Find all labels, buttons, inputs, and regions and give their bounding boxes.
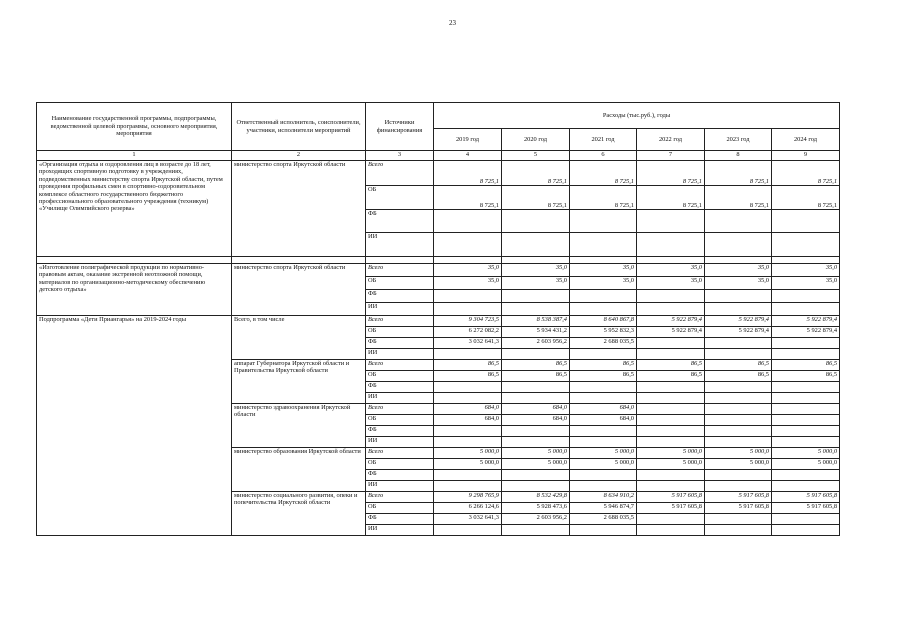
value-cell: 86,5 xyxy=(434,360,502,371)
value-cell xyxy=(434,426,502,437)
value-cell: 5 952 832,3 xyxy=(570,327,637,338)
value-cell: 8 725,1 xyxy=(434,161,502,186)
value-cell: 5 922 879,4 xyxy=(705,316,772,327)
column-number: 1 xyxy=(37,151,232,161)
value-cell: 86,5 xyxy=(570,360,637,371)
source-fb: ФБ xyxy=(366,382,434,393)
header-name: Наименование государственной программы, подпрограммы, ведомственной целевой программы, основного мероприятия, мероприятия xyxy=(37,103,232,151)
value-cell xyxy=(570,382,637,393)
value-cell xyxy=(434,437,502,448)
value-cell xyxy=(705,426,772,437)
value-cell xyxy=(772,382,840,393)
value-cell xyxy=(570,437,637,448)
value-cell: 5 000,0 xyxy=(705,448,772,459)
source-total: Всего xyxy=(366,161,434,186)
value-cell: 6 272 082,2 xyxy=(434,327,502,338)
value-cell xyxy=(434,303,502,316)
value-cell: 5 917 605,8 xyxy=(772,492,840,503)
table-row xyxy=(37,264,840,277)
value-cell: 5 000,0 xyxy=(570,459,637,470)
value-cell: 8 532 429,8 xyxy=(502,492,570,503)
value-cell xyxy=(570,290,637,303)
value-cell xyxy=(637,290,705,303)
value-cell xyxy=(772,349,840,360)
value-cell: 8 725,1 xyxy=(434,186,502,210)
value-cell xyxy=(434,210,502,233)
value-cell xyxy=(637,426,705,437)
value-cell: 5 922 879,4 xyxy=(705,327,772,338)
value-cell xyxy=(705,233,772,257)
value-cell xyxy=(705,290,772,303)
value-cell xyxy=(705,481,772,492)
value-cell: 5 946 874,7 xyxy=(570,503,637,514)
value-cell xyxy=(637,470,705,481)
executor: министерство социального развития, опеки и попечительства Иркутской области xyxy=(232,492,366,536)
header-executor: Ответственный исполнитель, соисполнители, участники, исполнители мероприятий xyxy=(232,103,366,151)
executor: аппарат Губернатора Иркутской области и Правительства Иркутской области xyxy=(232,360,366,404)
value-cell: 5 922 879,4 xyxy=(637,316,705,327)
value-cell: 5 934 431,2 xyxy=(502,327,570,338)
value-cell: 8 634 910,2 xyxy=(570,492,637,503)
value-cell: 5 000,0 xyxy=(772,459,840,470)
value-cell xyxy=(502,349,570,360)
page-number: 23 xyxy=(449,19,456,27)
value-cell: 8 538 387,4 xyxy=(502,316,570,327)
value-cell xyxy=(434,525,502,536)
source-ob: ОБ xyxy=(366,277,434,290)
value-cell: 8 725,1 xyxy=(772,186,840,210)
value-cell xyxy=(570,349,637,360)
value-cell xyxy=(772,404,840,415)
value-cell: 684,0 xyxy=(570,404,637,415)
value-cell: 5 000,0 xyxy=(434,448,502,459)
value-cell: 8 725,1 xyxy=(570,186,637,210)
value-cell xyxy=(502,470,570,481)
value-cell: 3 032 641,3 xyxy=(434,338,502,349)
value-cell xyxy=(570,481,637,492)
value-cell xyxy=(772,481,840,492)
value-cell: 5 917 605,8 xyxy=(772,503,840,514)
source-fb: ФБ xyxy=(366,290,434,303)
spacer-cell xyxy=(637,257,705,264)
column-number: 7 xyxy=(637,151,705,161)
value-cell xyxy=(705,338,772,349)
value-cell: 86,5 xyxy=(502,360,570,371)
source-ob: ОБ xyxy=(366,186,434,210)
value-cell: 8 725,1 xyxy=(637,161,705,186)
executor: министерство спорта Иркутской области xyxy=(232,264,366,316)
value-cell: 35,0 xyxy=(434,264,502,277)
value-cell xyxy=(637,303,705,316)
value-cell xyxy=(772,338,840,349)
value-cell: 6 266 124,6 xyxy=(434,503,502,514)
executor: министерство спорта Иркутской области xyxy=(232,161,366,257)
value-cell xyxy=(772,233,840,257)
activity-name: Подпрограмма «Дети Приангарья» на 2019-2024 годы xyxy=(37,316,232,536)
source-fb: ФБ xyxy=(366,426,434,437)
value-cell xyxy=(502,481,570,492)
value-cell xyxy=(705,210,772,233)
value-cell xyxy=(570,393,637,404)
source-ii: ИИ xyxy=(366,393,434,404)
source-ob: ОБ xyxy=(366,503,434,514)
activity-name: «Организация отдыха и оздоровления лиц в возрасте до 18 лет, проходящих спортивную подготовку в учреждениях, подведомственных министерству спорта Иркутской области, путем проведения профильных смен в спортивно-оздоровительном комплексе областного государственного бюджетного профессионального образовательного учреждения (техникум) «Училище Олимпийского резерва» xyxy=(37,161,232,257)
value-cell: 86,5 xyxy=(705,371,772,382)
value-cell xyxy=(570,470,637,481)
value-cell xyxy=(502,210,570,233)
value-cell: 2 688 035,5 xyxy=(570,514,637,525)
value-cell: 5 922 879,4 xyxy=(772,327,840,338)
budget-table xyxy=(36,102,840,536)
value-cell: 35,0 xyxy=(434,277,502,290)
source-ii: ИИ xyxy=(366,233,434,257)
value-cell: 684,0 xyxy=(434,415,502,426)
source-fb: ФБ xyxy=(366,338,434,349)
value-cell xyxy=(502,437,570,448)
value-cell xyxy=(705,382,772,393)
activity-name: «Изготовление полиграфической продукции по нормативно-правовым актам, оказание экстренной неотложной помощи, материалов по организационно-методическому обеспечению детского отдыха» xyxy=(37,264,232,316)
value-cell: 86,5 xyxy=(772,360,840,371)
spacer-cell xyxy=(502,257,570,264)
header-year: 2021 год xyxy=(570,129,637,151)
value-cell xyxy=(705,514,772,525)
value-cell xyxy=(772,415,840,426)
header-year: 2020 год xyxy=(502,129,570,151)
value-cell: 8 725,1 xyxy=(502,186,570,210)
value-cell xyxy=(637,393,705,404)
value-cell: 9 298 765,9 xyxy=(434,492,502,503)
value-cell xyxy=(637,338,705,349)
value-cell: 8 725,1 xyxy=(705,186,772,210)
table-row xyxy=(37,316,840,327)
value-cell xyxy=(705,415,772,426)
column-number: 6 xyxy=(570,151,637,161)
value-cell: 35,0 xyxy=(772,264,840,277)
value-cell: 86,5 xyxy=(705,360,772,371)
value-cell xyxy=(434,393,502,404)
source-ii: ИИ xyxy=(366,437,434,448)
column-number: 5 xyxy=(502,151,570,161)
header-year: 2023 год xyxy=(705,129,772,151)
executor: министерство здравоохранения Иркутской области xyxy=(232,404,366,448)
value-cell: 86,5 xyxy=(502,371,570,382)
header-source: Источники финансирования xyxy=(366,103,434,151)
value-cell xyxy=(502,525,570,536)
value-cell xyxy=(502,290,570,303)
value-cell xyxy=(570,210,637,233)
source-ob: ОБ xyxy=(366,371,434,382)
value-cell xyxy=(637,481,705,492)
value-cell: 86,5 xyxy=(772,371,840,382)
value-cell: 5 000,0 xyxy=(434,459,502,470)
value-cell xyxy=(637,525,705,536)
value-cell xyxy=(772,525,840,536)
value-cell: 8 640 867,8 xyxy=(570,316,637,327)
header-year: 2019 год xyxy=(434,129,502,151)
value-cell: 5 928 473,6 xyxy=(502,503,570,514)
value-cell: 5 000,0 xyxy=(637,448,705,459)
value-cell xyxy=(705,404,772,415)
value-cell: 35,0 xyxy=(637,264,705,277)
value-cell xyxy=(502,382,570,393)
source-ii: ИИ xyxy=(366,349,434,360)
value-cell xyxy=(434,481,502,492)
value-cell xyxy=(705,437,772,448)
header-expenses: Расходы (тыс.руб.), годы xyxy=(434,103,840,129)
value-cell: 5 000,0 xyxy=(570,448,637,459)
value-cell: 5 000,0 xyxy=(772,448,840,459)
source-fb: ФБ xyxy=(366,470,434,481)
value-cell: 2 688 035,5 xyxy=(570,338,637,349)
value-cell xyxy=(570,525,637,536)
header-year: 2024 год xyxy=(772,129,840,151)
value-cell: 86,5 xyxy=(637,371,705,382)
value-cell: 684,0 xyxy=(434,404,502,415)
value-cell xyxy=(502,426,570,437)
value-cell: 684,0 xyxy=(502,415,570,426)
value-cell xyxy=(637,514,705,525)
source-ob: ОБ xyxy=(366,415,434,426)
value-cell: 684,0 xyxy=(502,404,570,415)
value-cell: 5 917 605,8 xyxy=(705,503,772,514)
value-cell xyxy=(772,514,840,525)
value-cell xyxy=(570,303,637,316)
spacer-cell xyxy=(772,257,840,264)
value-cell xyxy=(772,470,840,481)
value-cell xyxy=(705,470,772,481)
value-cell xyxy=(637,437,705,448)
header-year: 2022 год xyxy=(637,129,705,151)
source-fb: ФБ xyxy=(366,514,434,525)
value-cell xyxy=(434,233,502,257)
value-cell xyxy=(772,393,840,404)
spacer-cell xyxy=(570,257,637,264)
column-number: 8 xyxy=(705,151,772,161)
value-cell: 5 000,0 xyxy=(502,448,570,459)
value-cell: 35,0 xyxy=(570,264,637,277)
source-fb: ФБ xyxy=(366,210,434,233)
value-cell xyxy=(502,393,570,404)
value-cell xyxy=(434,349,502,360)
column-number: 4 xyxy=(434,151,502,161)
value-cell: 3 032 641,3 xyxy=(434,514,502,525)
source-total: Всего xyxy=(366,264,434,277)
value-cell xyxy=(570,426,637,437)
value-cell: 35,0 xyxy=(705,277,772,290)
value-cell: 684,0 xyxy=(570,415,637,426)
value-cell: 35,0 xyxy=(502,264,570,277)
value-cell: 5 000,0 xyxy=(705,459,772,470)
spacer-cell xyxy=(434,257,502,264)
column-number: 3 xyxy=(366,151,434,161)
value-cell: 35,0 xyxy=(705,264,772,277)
value-cell: 35,0 xyxy=(502,277,570,290)
value-cell: 35,0 xyxy=(637,277,705,290)
source-total: Всего xyxy=(366,404,434,415)
value-cell xyxy=(434,382,502,393)
value-cell xyxy=(705,525,772,536)
column-number: 9 xyxy=(772,151,840,161)
source-total: Всего xyxy=(366,316,434,327)
value-cell: 35,0 xyxy=(570,277,637,290)
value-cell: 8 725,1 xyxy=(502,161,570,186)
spacer-row xyxy=(37,257,840,264)
value-cell: 2 603 956,2 xyxy=(502,514,570,525)
value-cell xyxy=(502,303,570,316)
column-number: 2 xyxy=(232,151,366,161)
value-cell: 86,5 xyxy=(637,360,705,371)
executor: министерство образования Иркутской области xyxy=(232,448,366,492)
source-total: Всего xyxy=(366,448,434,459)
value-cell: 5 917 605,8 xyxy=(637,503,705,514)
value-cell: 35,0 xyxy=(772,277,840,290)
value-cell: 8 725,1 xyxy=(637,186,705,210)
value-cell xyxy=(705,303,772,316)
value-cell xyxy=(637,210,705,233)
source-ob: ОБ xyxy=(366,459,434,470)
table-row xyxy=(37,161,840,186)
source-ii: ИИ xyxy=(366,525,434,536)
source-ii: ИИ xyxy=(366,303,434,316)
value-cell xyxy=(434,290,502,303)
spacer-cell xyxy=(366,257,434,264)
value-cell: 86,5 xyxy=(434,371,502,382)
value-cell xyxy=(772,290,840,303)
spacer-cell xyxy=(37,257,232,264)
value-cell: 5 917 605,8 xyxy=(705,492,772,503)
source-ob: ОБ xyxy=(366,327,434,338)
source-total: Всего xyxy=(366,360,434,371)
value-cell: 5 000,0 xyxy=(502,459,570,470)
value-cell: 8 725,1 xyxy=(705,161,772,186)
value-cell xyxy=(772,303,840,316)
value-cell: 5 917 605,8 xyxy=(637,492,705,503)
value-cell xyxy=(705,349,772,360)
source-total: Всего xyxy=(366,492,434,503)
value-cell xyxy=(502,233,570,257)
value-cell: 5 922 879,4 xyxy=(772,316,840,327)
spacer-cell xyxy=(232,257,366,264)
value-cell: 8 725,1 xyxy=(570,161,637,186)
source-ii: ИИ xyxy=(366,481,434,492)
value-cell: 5 922 879,4 xyxy=(637,327,705,338)
value-cell xyxy=(637,382,705,393)
value-cell: 5 000,0 xyxy=(637,459,705,470)
value-cell: 9 304 723,5 xyxy=(434,316,502,327)
value-cell xyxy=(570,233,637,257)
spacer-cell xyxy=(705,257,772,264)
value-cell xyxy=(705,393,772,404)
value-cell xyxy=(637,349,705,360)
value-cell: 8 725,1 xyxy=(772,161,840,186)
value-cell xyxy=(772,426,840,437)
value-cell xyxy=(637,404,705,415)
executor: Всего, в том числе xyxy=(232,316,366,360)
value-cell: 2 603 956,2 xyxy=(502,338,570,349)
value-cell: 86,5 xyxy=(570,371,637,382)
value-cell xyxy=(772,210,840,233)
value-cell xyxy=(637,233,705,257)
value-cell xyxy=(637,415,705,426)
value-cell xyxy=(434,470,502,481)
value-cell xyxy=(772,437,840,448)
